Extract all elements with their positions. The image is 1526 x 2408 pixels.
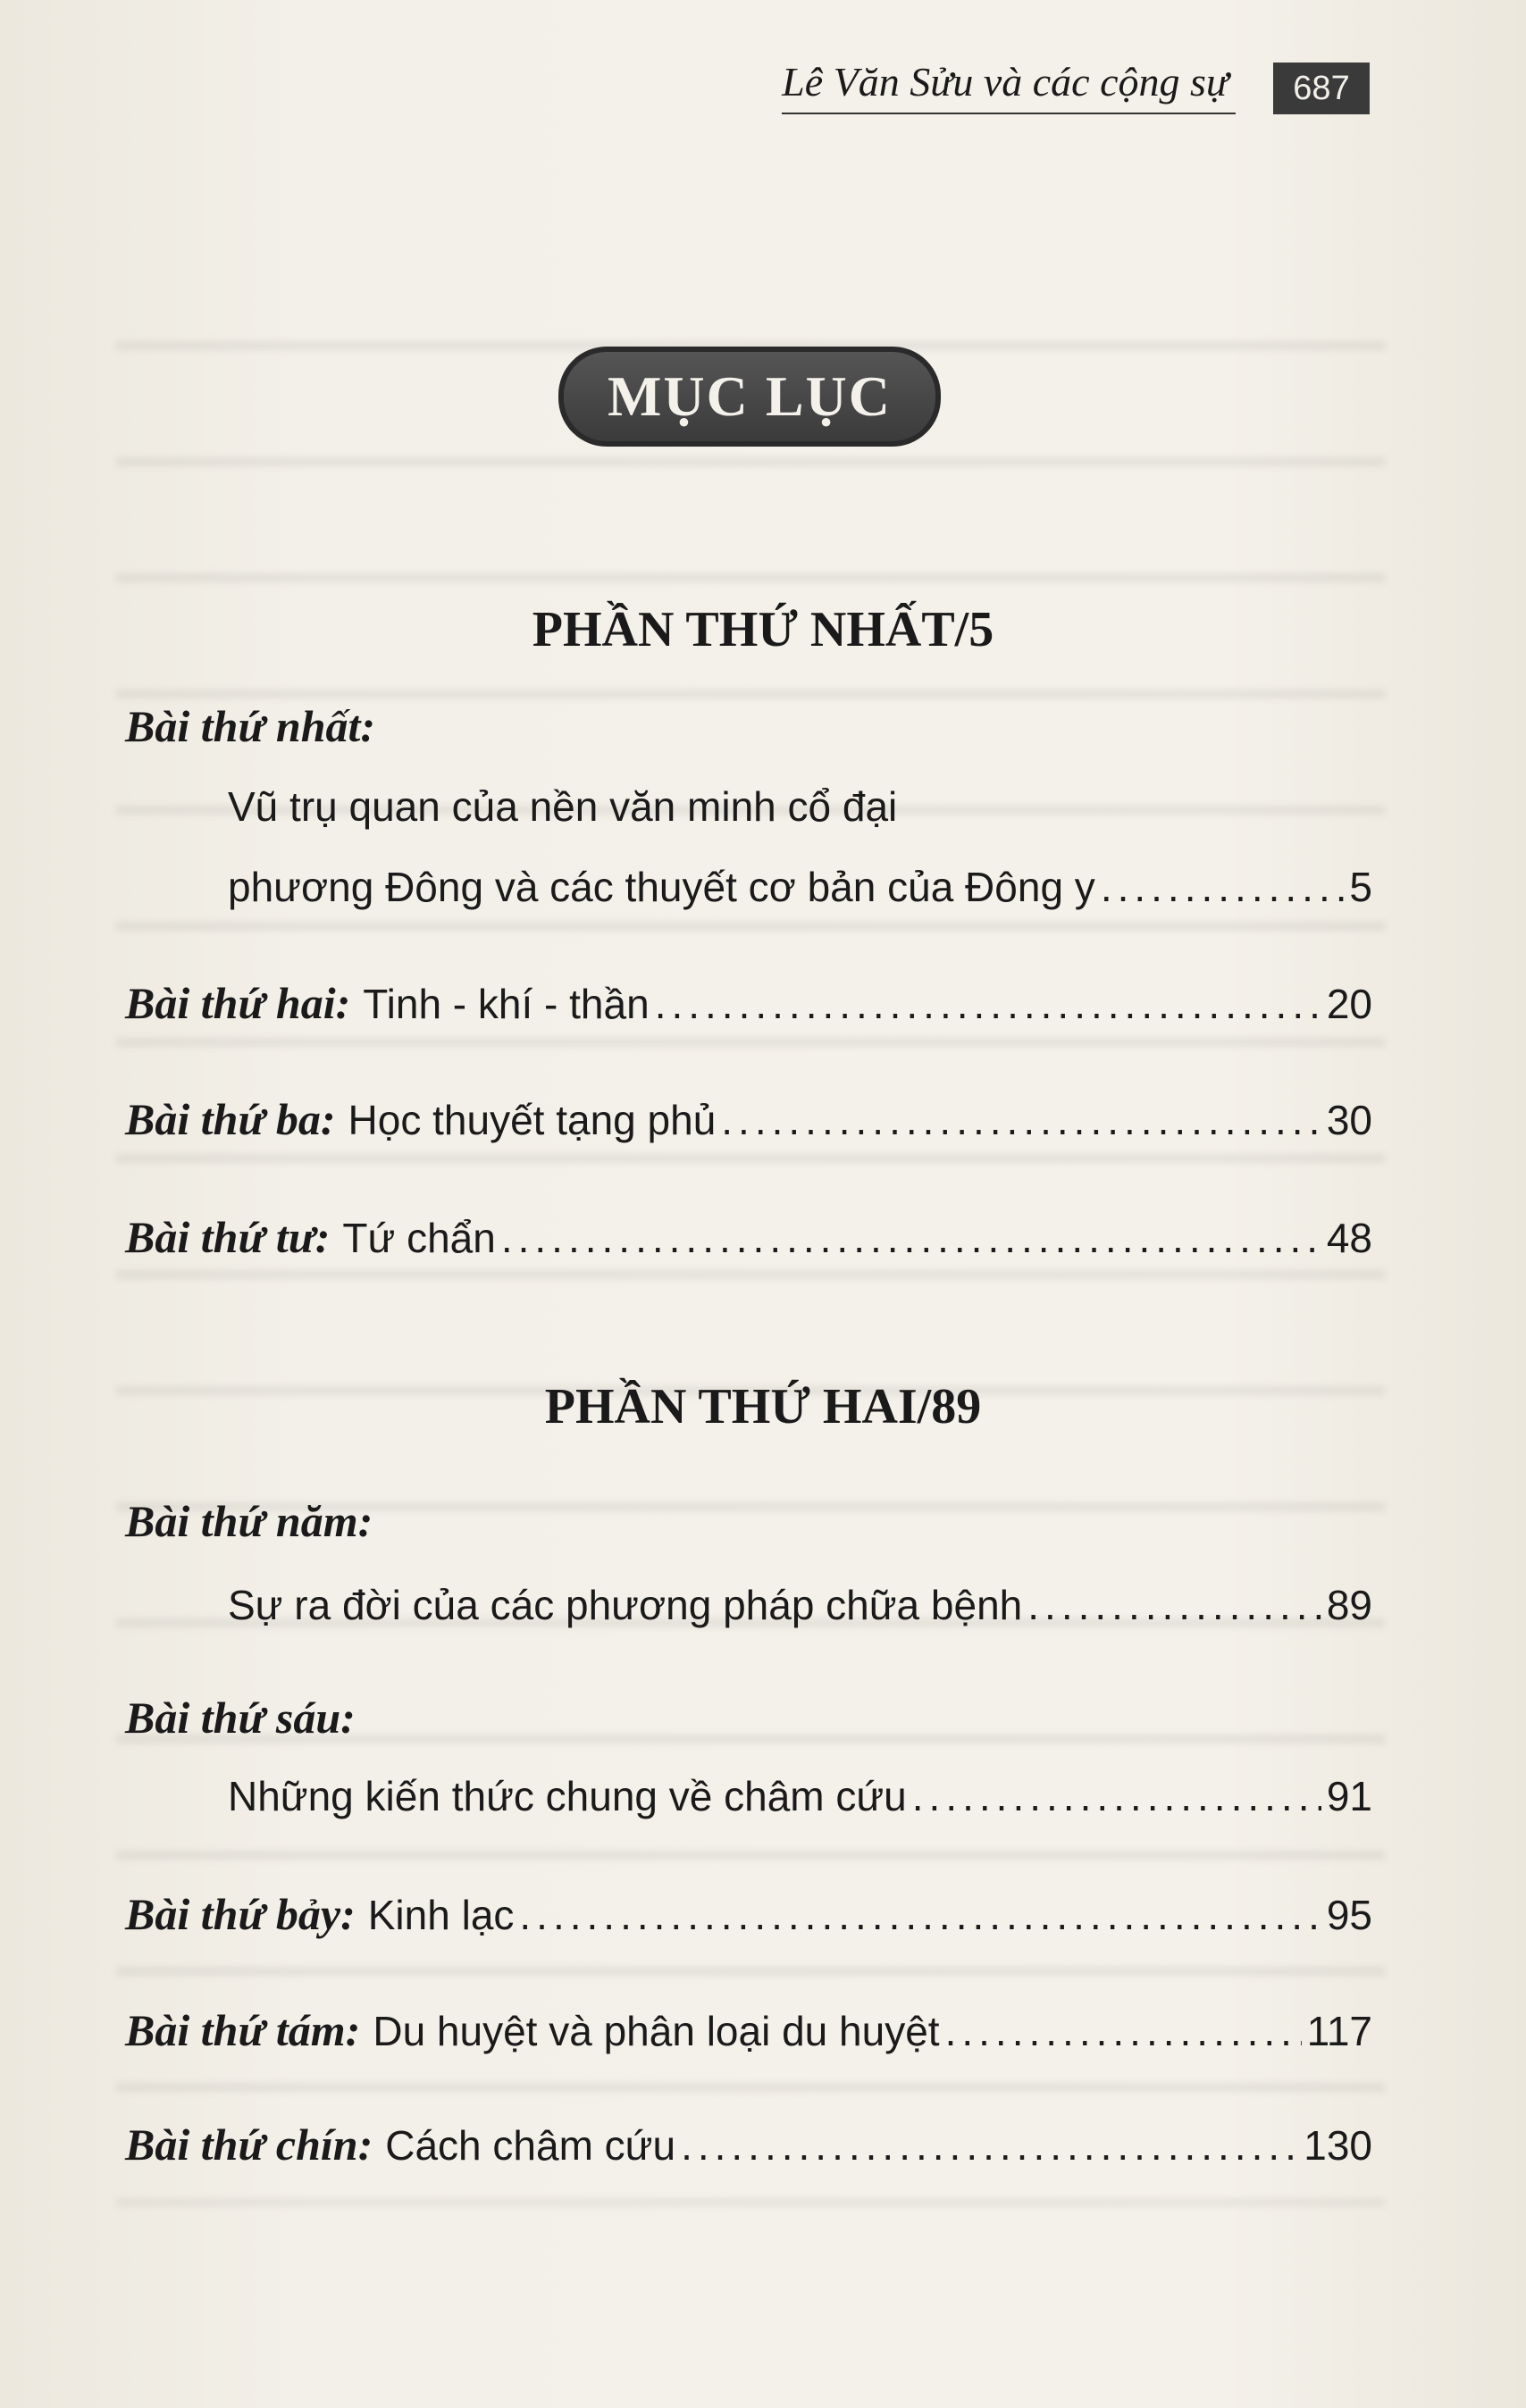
entry-8-title: Du huyệt và phân loại du huyệt (373, 2008, 940, 2054)
part-one-heading: PHẦN THỨ NHẤT/5 (532, 602, 994, 657)
part-two-heading: PHẦN THỨ HAI/89 (544, 1379, 982, 1434)
dot-leader (912, 1765, 1321, 1827)
dot-leader (681, 2114, 1298, 2177)
dot-leader (501, 1207, 1321, 1269)
dot-leader (655, 973, 1321, 1035)
entry-6-title: Những kiến thức chung về châm cứu (228, 1773, 907, 1819)
toc-title: MỤC LỤC (558, 347, 941, 447)
entry-7-page: 95 (1326, 1892, 1372, 1938)
entry-3-label: Bài thứ ba: (125, 1094, 336, 1144)
entry-6-label: Bài thứ sáu: (125, 1693, 356, 1743)
entry-5-label: Bài thứ năm: (125, 1496, 373, 1546)
entry-5-title: Sự ra đời của các phương pháp chữa bệnh (228, 1582, 1023, 1628)
entry-1-title-line-2: phương Đông và các thuyết cơ bản của Đông y (228, 864, 1095, 910)
entry-1-line-1 (228, 775, 1372, 838)
entry-4-title: Tứ chẩn (342, 1215, 496, 1261)
entry-3-page: 30 (1326, 1097, 1372, 1143)
header-author: Lê Văn Sửu và các cộng sự (782, 55, 1236, 114)
dot-leader (1101, 856, 1345, 918)
entry-5-page: 89 (1326, 1582, 1372, 1628)
entry-1-label: Bài thứ nhất: (125, 701, 376, 751)
entry-9-title: Cách châm cứu (385, 2122, 676, 2169)
entry-1-line-2 (228, 856, 1372, 918)
entry-4-page: 48 (1326, 1215, 1372, 1261)
entry-7-title: Kinh lạc (367, 1892, 515, 1938)
entry-9-page: 130 (1304, 2122, 1372, 2169)
entry-1-title-line-1: Vũ trụ quan của nền văn minh cổ đại (228, 783, 898, 830)
entry-9-label: Bài thứ chín: (125, 2120, 373, 2170)
entry-8-page: 117 (1306, 2008, 1372, 2054)
entry-6-page: 91 (1326, 1773, 1372, 1819)
entry-6-line (228, 1765, 1372, 1827)
entry-2-label: Bài thứ hai: (125, 978, 351, 1028)
entry-2 (125, 972, 1372, 1034)
entry-7-label: Bài thứ bảy: (125, 1889, 356, 1939)
dot-leader (519, 1884, 1321, 1946)
running-header (733, 55, 1370, 120)
dot-leader (945, 2000, 1302, 2062)
entry-2-page: 20 (1326, 981, 1372, 1027)
entry-2-title: Tinh - khí - thần (363, 981, 650, 1027)
entry-9 (125, 2113, 1372, 2176)
entry-3-title: Học thuyết tạng phủ (348, 1097, 717, 1143)
header-page-number: 687 (1273, 63, 1370, 114)
entry-8-label: Bài thứ tám: (125, 2005, 361, 2055)
entry-4 (125, 1206, 1372, 1268)
dot-leader (721, 1089, 1321, 1151)
entry-7 (125, 1883, 1372, 1945)
entry-1-page: 5 (1349, 864, 1372, 910)
entry-8 (125, 1999, 1372, 2061)
entry-3 (125, 1088, 1372, 1150)
entry-5-line (228, 1574, 1372, 1636)
entry-4-label: Bài thứ tư: (125, 1212, 331, 1262)
dot-leader (1027, 1574, 1321, 1636)
